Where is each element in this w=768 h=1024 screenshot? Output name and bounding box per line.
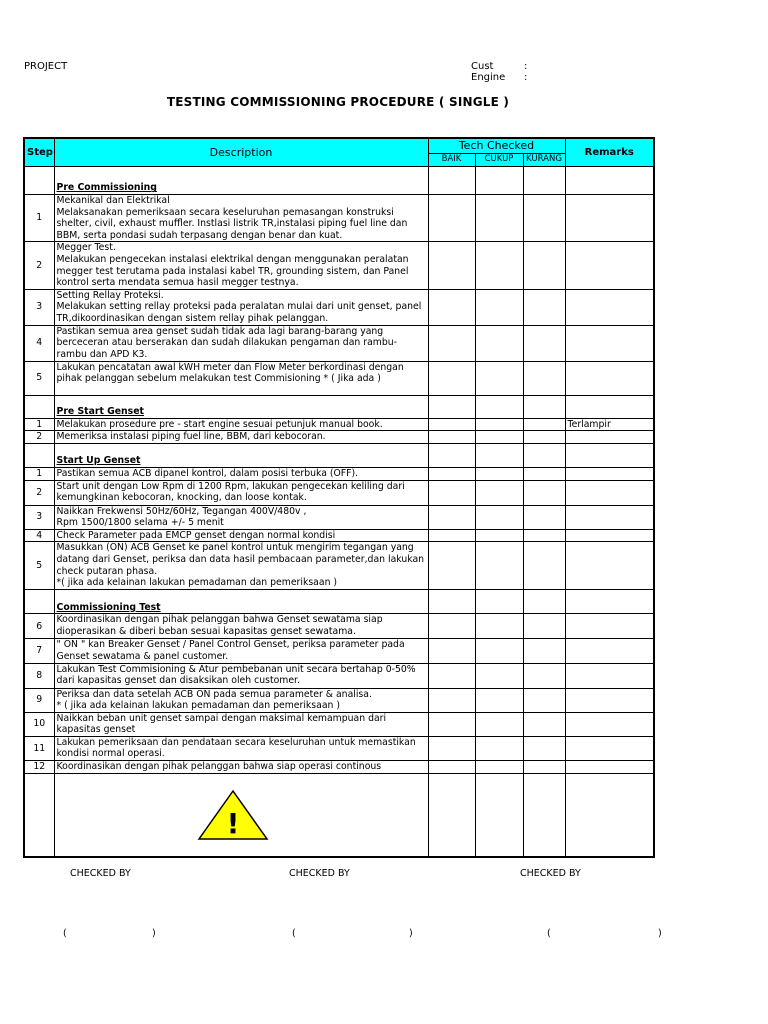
- remarks-cell: [565, 242, 654, 289]
- remarks-header: Remarks: [565, 138, 654, 167]
- cukup-cell[interactable]: [475, 195, 523, 242]
- kurang-cell[interactable]: [523, 480, 565, 505]
- step-description: Masukkan (ON) ACB Genset ke panel kontrol untuk mengirim tegangan yang datang dari Genset, periksa dan data hasil pembacaan parameter,dan lakukan check putaran phasa. *( jika ada kelainan lakukan pemadaman dan pemeriksaan ): [54, 542, 428, 590]
- remarks-cell: [565, 736, 654, 760]
- cukup-cell[interactable]: [475, 361, 523, 395]
- cust-label: Cust: [471, 61, 494, 72]
- empty-cell: [565, 590, 654, 614]
- kurang-cell[interactable]: [523, 712, 565, 736]
- empty-cell: [565, 443, 654, 467]
- baik-cell[interactable]: [428, 529, 475, 542]
- remarks-cell: [565, 639, 654, 663]
- table-row: [24, 736, 654, 760]
- step-description: Memeriksa instalasi piping fuel line, BBM, dari kebocoran.: [54, 431, 428, 444]
- step-description: Melakukan prosedure pre - start engine sesuai petunjuk manual book.: [54, 418, 428, 431]
- kurang-cell[interactable]: [523, 542, 565, 590]
- kurang-cell[interactable]: [523, 242, 565, 289]
- table-row: [24, 480, 654, 505]
- cukup-cell[interactable]: [475, 505, 523, 529]
- baik-cell[interactable]: [428, 663, 475, 688]
- table-row: [24, 663, 654, 688]
- kurang-cell[interactable]: [523, 418, 565, 431]
- signature-close-1: ): [152, 928, 156, 939]
- section-title: Pre Start Genset: [54, 395, 428, 418]
- baik-cell[interactable]: [428, 325, 475, 361]
- warning-cell: [54, 773, 428, 857]
- table-row: [24, 688, 654, 712]
- step-description: Pastikan semua ACB dipanel kontrol, dalam posisi terbuka (OFF).: [54, 467, 428, 480]
- section-title: Start Up Genset: [54, 443, 428, 467]
- empty-cell: [428, 167, 475, 195]
- baik-cell[interactable]: [428, 542, 475, 590]
- signature-open-2: (: [292, 928, 296, 939]
- engine-colon: :: [524, 72, 528, 83]
- step-description: Naikkan beban unit genset sampai dengan maksimal kemampuan dari kapasitas genset: [54, 712, 428, 736]
- warning-glyph: !: [226, 806, 239, 840]
- empty-cell: [565, 167, 654, 195]
- signature-open-3: (: [547, 928, 551, 939]
- cukup-cell[interactable]: [475, 480, 523, 505]
- step-description: Megger Test. Melakukan pengecekan instalasi elektrikal dengan menggunakan peralatan megger test terutama pada instalasi kabel TR, grounding sistem, dan Panel kontrol serta mendata semua hasil megger testnya.: [54, 242, 428, 289]
- table-row: [24, 431, 654, 444]
- empty-cell: [475, 773, 523, 857]
- step-number: 4: [24, 325, 54, 361]
- table-row: [24, 242, 654, 289]
- step-description: Koordinasikan dengan pihak pelanggan bahwa siap operasi continous: [54, 761, 428, 774]
- kurang-cell[interactable]: [523, 663, 565, 688]
- remarks-cell: [565, 195, 654, 242]
- empty-cell: [428, 395, 475, 418]
- remarks-cell: [565, 467, 654, 480]
- empty-cell: [523, 773, 565, 857]
- empty-cell: [428, 443, 475, 467]
- table-row: [24, 639, 654, 663]
- cukup-cell[interactable]: [475, 761, 523, 774]
- empty-cell: [24, 167, 54, 195]
- cukup-cell[interactable]: [475, 663, 523, 688]
- remarks-cell: [565, 614, 654, 639]
- baik-cell[interactable]: [428, 361, 475, 395]
- kurang-cell[interactable]: [523, 639, 565, 663]
- table-row: [24, 418, 654, 431]
- step-number: 1: [24, 467, 54, 480]
- baik-cell[interactable]: [428, 467, 475, 480]
- step-description: Setting Rellay Proteksi. Melakukan setting rellay proteksi pada peralatan mulai dari unit genset, panel TR,dikoordinasikan dengan sistem rellay pihak pelanggan.: [54, 289, 428, 325]
- description-header: Description: [54, 138, 428, 167]
- kurang-cell[interactable]: [523, 761, 565, 774]
- remarks-cell: [565, 663, 654, 688]
- project-label: PROJECT: [24, 61, 68, 72]
- kurang-cell[interactable]: [523, 529, 565, 542]
- step-number: 10: [24, 712, 54, 736]
- table-row: [24, 289, 654, 325]
- step-description: Check Parameter pada EMCP genset dengan normal kondisi: [54, 529, 428, 542]
- signature-open-1: (: [63, 928, 67, 939]
- baik-cell[interactable]: [428, 289, 475, 325]
- step-number: 2: [24, 242, 54, 289]
- empty-cell: [475, 395, 523, 418]
- empty-cell: [523, 443, 565, 467]
- step-description: Lakukan pemeriksaan dan pendataan secara keseluruhan untuk memastikan kondisi normal operasi.: [54, 736, 428, 760]
- kurang-cell[interactable]: [523, 614, 565, 639]
- checked-by-1: CHECKED BY: [70, 868, 131, 879]
- cust-colon: :: [524, 61, 528, 72]
- step-number: 7: [24, 639, 54, 663]
- empty-cell: [565, 395, 654, 418]
- step-number: 8: [24, 663, 54, 688]
- step-number: 1: [24, 195, 54, 242]
- baik-cell[interactable]: [428, 688, 475, 712]
- empty-cell: [475, 590, 523, 614]
- empty-cell: [475, 167, 523, 195]
- empty-cell: [523, 167, 565, 195]
- step-header: Step: [24, 138, 54, 167]
- kurang-cell[interactable]: [523, 688, 565, 712]
- baik-cell[interactable]: [428, 418, 475, 431]
- table-row: [24, 542, 654, 590]
- step-number: 5: [24, 361, 54, 395]
- empty-cell: [24, 443, 54, 467]
- table-row: [24, 505, 654, 529]
- remarks-cell: [565, 325, 654, 361]
- section-title: Pre Commissioning: [54, 167, 428, 195]
- empty-cell: [24, 773, 54, 857]
- baik-cell[interactable]: [428, 736, 475, 760]
- kurang-cell[interactable]: [523, 325, 565, 361]
- cukup-cell[interactable]: [475, 712, 523, 736]
- warning-row: [24, 773, 654, 857]
- remarks-cell: [565, 289, 654, 325]
- remarks-cell: [565, 542, 654, 590]
- step-description: Naikkan Frekwensi 50Hz/60Hz, Tegangan 400V/480v , Rpm 1500/1800 selama +/- 5 menit: [54, 505, 428, 529]
- tech-checked-header: Tech Checked: [428, 138, 565, 154]
- warning-triangle-icon: [197, 789, 269, 841]
- step-number: 3: [24, 505, 54, 529]
- table-row: [24, 361, 654, 395]
- cukup-cell[interactable]: [475, 614, 523, 639]
- cukup-cell[interactable]: [475, 467, 523, 480]
- section-row: [24, 395, 654, 418]
- remarks-cell: [565, 529, 654, 542]
- empty-cell: [24, 395, 54, 418]
- remarks-cell: [565, 712, 654, 736]
- cukup-cell[interactable]: [475, 325, 523, 361]
- cukup-cell[interactable]: [475, 736, 523, 760]
- section-row: [24, 590, 654, 614]
- table-row: [24, 195, 654, 242]
- table-row: [24, 325, 654, 361]
- baik-cell[interactable]: [428, 505, 475, 529]
- remarks-cell: [565, 361, 654, 395]
- cukup-header: CUKUP: [475, 154, 523, 167]
- empty-cell: [475, 443, 523, 467]
- step-number: 3: [24, 289, 54, 325]
- signature-close-2: ): [409, 928, 413, 939]
- cukup-cell[interactable]: [475, 418, 523, 431]
- step-number: 9: [24, 688, 54, 712]
- step-description: Koordinasikan dengan pihak pelanggan bahwa Genset sewatama siap dioperasikan & diberi beban sesuai kapasitas genset sewatama.: [54, 614, 428, 639]
- cukup-cell[interactable]: [475, 242, 523, 289]
- step-number: 11: [24, 736, 54, 760]
- empty-cell: [428, 590, 475, 614]
- kurang-header: KURANG: [523, 154, 565, 167]
- kurang-cell[interactable]: [523, 195, 565, 242]
- empty-cell: [565, 773, 654, 857]
- step-number: 6: [24, 614, 54, 639]
- kurang-cell[interactable]: [523, 467, 565, 480]
- baik-cell[interactable]: [428, 480, 475, 505]
- section-row: [24, 443, 654, 467]
- baik-cell[interactable]: [428, 195, 475, 242]
- remarks-cell: [565, 761, 654, 774]
- cukup-cell[interactable]: [475, 529, 523, 542]
- cukup-cell[interactable]: [475, 688, 523, 712]
- remarks-cell: [565, 431, 654, 444]
- table-row: [24, 712, 654, 736]
- remarks-cell: Terlampir: [565, 418, 654, 431]
- baik-cell[interactable]: [428, 431, 475, 444]
- checked-by-3: CHECKED BY: [520, 868, 581, 879]
- section-title: Commissioning Test: [54, 590, 428, 614]
- step-number: 1: [24, 418, 54, 431]
- step-number: 4: [24, 529, 54, 542]
- step-number: 5: [24, 542, 54, 590]
- empty-cell: [428, 773, 475, 857]
- kurang-cell[interactable]: [523, 736, 565, 760]
- empty-cell: [523, 395, 565, 418]
- table-row: [24, 761, 654, 774]
- step-number: 12: [24, 761, 54, 774]
- baik-cell[interactable]: [428, 614, 475, 639]
- kurang-cell[interactable]: [523, 431, 565, 444]
- remarks-cell: [565, 505, 654, 529]
- signature-close-3: ): [658, 928, 662, 939]
- baik-cell[interactable]: [428, 761, 475, 774]
- step-description: Lakukan pencatatan awal kWH meter dan Flow Meter berkordinasi dengan pihak pelanggan sebelum melakukan test Commisioning * ( Jika ada ): [54, 361, 428, 395]
- kurang-cell[interactable]: [523, 289, 565, 325]
- procedure-table: [23, 137, 655, 858]
- empty-cell: [24, 590, 54, 614]
- engine-label: Engine: [471, 72, 506, 83]
- cukup-cell[interactable]: [475, 289, 523, 325]
- baik-cell[interactable]: [428, 712, 475, 736]
- step-description: Periksa dan data setelah ACB ON pada semua parameter & analisa. * ( jika ada kelainan lakukan pemadaman dan pemeriksaan ): [54, 688, 428, 712]
- table-row: [24, 467, 654, 480]
- cukup-cell[interactable]: [475, 542, 523, 590]
- step-number: 2: [24, 431, 54, 444]
- baik-cell[interactable]: [428, 242, 475, 289]
- cukup-cell[interactable]: [475, 431, 523, 444]
- baik-cell[interactable]: [428, 639, 475, 663]
- step-description: Mekanikal dan Elektrikal Melaksanakan pemeriksaan secara keseluruhan pemasangan konstruksi shelter, civil, exhaust muffler. Instlasi listrik TR,instalasi piping fuel line dan BBM, serta pondasi sudah terpasang dengan benar dan kuat.: [54, 195, 428, 242]
- empty-cell: [523, 590, 565, 614]
- baik-header: BAIK: [428, 154, 475, 167]
- step-description: " ON " kan Breaker Genset / Panel Control Genset, periksa parameter pada Genset sewatama & panel customer.: [54, 639, 428, 663]
- kurang-cell[interactable]: [523, 361, 565, 395]
- table-row: [24, 614, 654, 639]
- cukup-cell[interactable]: [475, 639, 523, 663]
- step-description: Pastikan semua area genset sudah tidak ada lagi barang-barang yang berceceran atau berserakan dan sudah dilakukan pengaman dan rambu-rambu dan APD K3.: [54, 325, 428, 361]
- section-row: [24, 167, 654, 195]
- remarks-cell: [565, 480, 654, 505]
- page-title: TESTING COMMISSIONING PROCEDURE ( SINGLE ): [166, 95, 510, 109]
- kurang-cell[interactable]: [523, 505, 565, 529]
- step-description: Lakukan Test Commisioning & Atur pembebanan unit secara bertahap 0-50% dari kapasitas genset dan disaksikan oleh customer.: [54, 663, 428, 688]
- step-number: 2: [24, 480, 54, 505]
- checked-by-2: CHECKED BY: [289, 868, 350, 879]
- procedure-body: [24, 167, 654, 858]
- remarks-cell: [565, 688, 654, 712]
- step-description: Start unit dengan Low Rpm di 1200 Rpm, lakukan pengecekan keliling dari kemungkinan kebocoran, knocking, dan loose kontak.: [54, 480, 428, 505]
- table-row: [24, 529, 654, 542]
